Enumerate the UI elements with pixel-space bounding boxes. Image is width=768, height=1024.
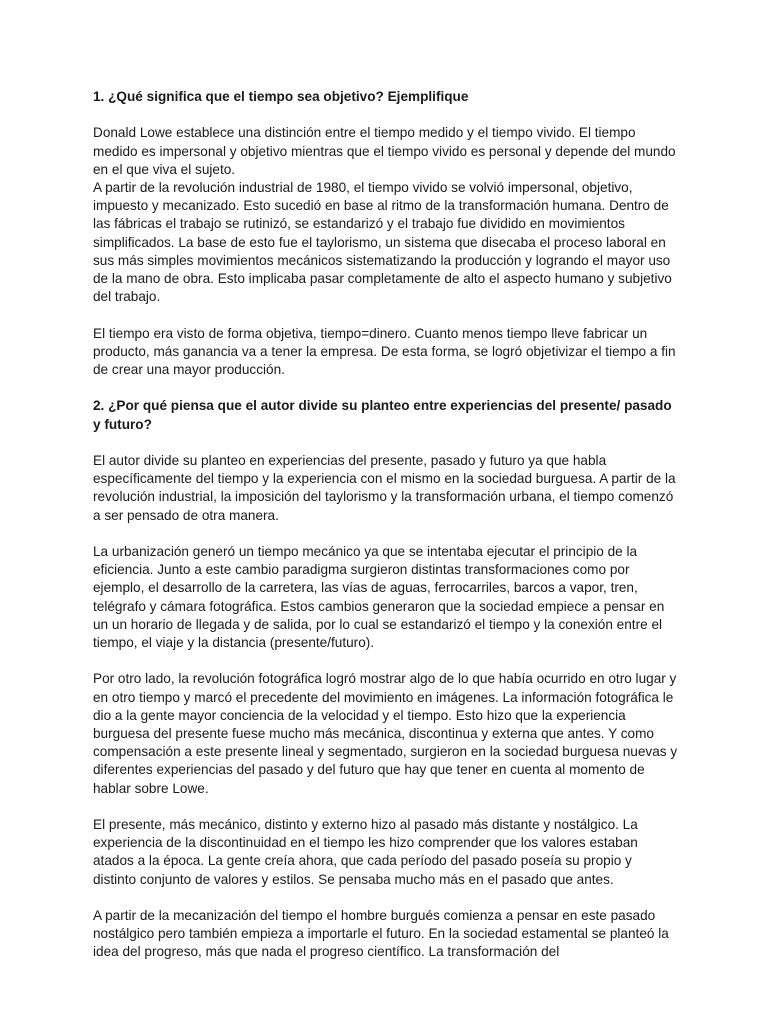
q1-paragraph-2: A partir de la revolución industrial de 1980, el tiempo vivido se volvió impersonal, objetivo, impuesto y mecanizado. Esto sucedió en base al ritmo de la transformación humana. Dentro de las fábricas el trabajo se rutinizó, se estandarizó y el trabajo fue dividido en movimientos simplificados. La base de esto fue el taylorismo, un sistema que disecaba el proceso laboral en sus más simples movimientos mecánicos sistematizando la producción y logrando el mayor uso de la mano de obra. Esto implicaba pasar completamente de alto el aspecto humano y subjetivo del trabajo. <box>93 180 672 305</box>
q2-paragraph-1: El autor divide su planteo en experiencias del presente, pasado y futuro ya que habla específicamente del tiempo y la experiencia con el mismo en la sociedad burguesa. A partir de la revolución industrial, la imposición del taylorismo y la transformación urbana, el tiempo comenzó a ser pensado de otra manera. <box>93 453 676 523</box>
q2-paragraph-2: La urbanización generó un tiempo mecánico ya que se intentaba ejecutar el principio de la eficiencia. Junto a este cambio paradigma surgieron distintas transformaciones como por ejemplo, el desarrollo de la carretera, las vías de aguas, ferrocarriles, barcos a vapor, tren, telégrafo y cámara fotográfica. Estos cambios generaron que la sociedad empiece a pensar en un un horario de llegada y de salida, por lo cual se estandarizó el tiempo y la conexión entre el tiempo, el viaje y la distancia (presente/futuro). <box>93 544 665 651</box>
question-2-heading: 2. ¿Por qué piensa que el autor divide su planteo entre experiencias del presente/ pasado y futuro? <box>93 398 672 432</box>
q2-paragraph-3: Por otro lado, la revolución fotográfica logró mostrar algo de lo que había ocurrido en otro lugar y en otro tiempo y marcó el precedente del movimiento en imágenes. La información fotográfica le dio a la gente mayor conciencia de la velocidad y el tiempo. Esto hizo que la experiencia burguesa del presente fuese mucho más mecánica, discontinua y externa que antes. Y como compensación a este presente lineal y segmentado, surgieron en la sociedad burguesa nuevas y diferentes experiencias del pasado y del futuro que hay que tener en cuenta al momento de hablar sobre Lowe. <box>93 671 678 796</box>
q1-paragraph-3: El tiempo era visto de forma objetiva, tiempo=dinero. Cuanto menos tiempo lleve fabricar un producto, más ganancia va a tener la empresa. De esta forma, se logró objetivizar el tiempo a fin de crear una mayor producción. <box>93 325 676 378</box>
question-1-heading: 1. ¿Qué significa que el tiempo sea objetivo? Ejemplifique <box>93 89 469 104</box>
q2-paragraph-5: A partir de la mecanización del tiempo el hombre burgués comienza a pensar en este pasado nostálgico pero también empieza a importarle el futuro. En la sociedad estamental se planteó la idea del progreso, más que nada el progreso científico. La transformación del <box>93 908 669 960</box>
document-page <box>93 88 678 962</box>
q1-paragraph-1: Donald Lowe establece una distinción entre el tiempo medido y el tiempo vivido. El tiempo medido es impersonal y objetivo mientras que el tiempo vivido es personal y depende del mundo en el que viva el sujeto. <box>93 125 676 177</box>
q2-paragraph-4: El presente, más mecánico, distinto y externo hizo al pasado más distante y nostálgico. La experiencia de la discontinuidad en el tiempo les hizo comprender que los valores estaban atados a la época. La gente creía ahora, que cada período del pasado poseía su propio y distinto conjunto de valores y estilos. Se pensaba mucho más en el pasado que antes. <box>93 817 638 887</box>
